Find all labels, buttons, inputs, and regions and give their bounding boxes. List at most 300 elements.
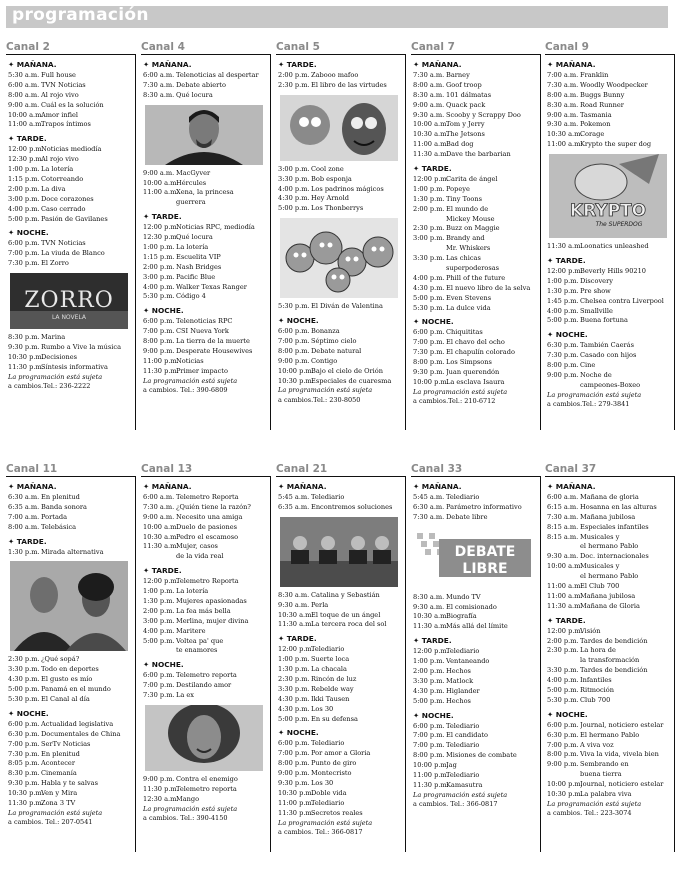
- program-time: 10:30 p.m.: [8, 789, 44, 798]
- schedule-note: La programación está sujeta: [278, 386, 373, 395]
- program-row: [413, 503, 537, 513]
- program-title: Goof troop: [446, 80, 482, 89]
- program-row: [8, 333, 132, 343]
- program-title: La lotería: [176, 587, 209, 596]
- program-title: Telemetro reporta: [176, 784, 237, 793]
- program-time: 10:30 p.m.: [278, 788, 314, 797]
- program-title: Bad dog: [446, 140, 474, 149]
- program-row: [8, 195, 132, 205]
- program-time: 11:00 a.m.: [547, 140, 583, 149]
- program-title: Portada: [41, 512, 68, 521]
- program-row: [8, 695, 132, 705]
- program-title: Debate libre: [446, 512, 488, 521]
- program-title: La viuda de Blanco: [41, 249, 105, 258]
- program-row: [413, 304, 537, 314]
- program-title: el hermano Pablo: [580, 542, 639, 551]
- program-title: Club 700: [580, 695, 611, 704]
- program-title: Qué locura: [176, 233, 213, 242]
- program-title: Contigo: [311, 356, 338, 365]
- program-row: [547, 316, 671, 326]
- program-title: Doc. internacionales: [580, 552, 649, 561]
- program-time: 10:30 a.m.: [413, 130, 449, 139]
- channel-schedule: [141, 54, 271, 430]
- program-title: Los Simpsons: [446, 358, 492, 367]
- program-title: Walker Texas Ranger: [176, 282, 247, 291]
- program-title: Pedro el escamoso: [176, 532, 239, 541]
- program-time: 6:30 a.m.: [413, 502, 445, 511]
- program-title: Telemetro Reporta: [176, 577, 239, 586]
- schedule-note: La programación está sujeta: [413, 387, 508, 396]
- cartoon-character: [363, 237, 393, 267]
- program-row: [547, 111, 671, 121]
- program-title: Xena, la princesa: [176, 188, 234, 197]
- program-row: [547, 741, 671, 751]
- program-row: [413, 81, 537, 91]
- program-time: 6:30 p.m.: [547, 341, 579, 350]
- program-title: Buzz on Maggie: [446, 224, 500, 233]
- program-time: 6:00 p.m.: [413, 721, 445, 730]
- program-row: [413, 215, 537, 225]
- program-title: Cuál es la solución: [41, 100, 104, 109]
- program-time: 7:30 p.m.: [8, 749, 40, 758]
- program-time: [413, 244, 446, 254]
- program-title: Brandy and: [446, 234, 485, 243]
- program-title: Ventaneando: [446, 657, 490, 666]
- program-time: 8:30 p.m.: [8, 333, 40, 342]
- program-row: [143, 785, 267, 795]
- program-row: [413, 368, 537, 378]
- program-time: 12:00 p.m.: [278, 645, 314, 654]
- program-title: Rincón de luz: [311, 675, 357, 684]
- program-row: [143, 263, 267, 273]
- program-title: Quack pack: [446, 100, 486, 109]
- program-title: Visión: [580, 626, 601, 635]
- program-title: El Canal al día: [41, 695, 90, 704]
- channel-column: [141, 462, 271, 852]
- channel-schedule: [411, 476, 541, 852]
- program-row: [413, 751, 537, 761]
- schedule-note: La programación está sujeta: [547, 799, 642, 808]
- section-heading: ✦ MAÑANA.: [143, 482, 192, 491]
- program-row: [143, 552, 267, 562]
- program-row: [547, 361, 671, 371]
- program-title: Hosanna en las alturas: [580, 502, 657, 511]
- program-row: [143, 542, 267, 552]
- program-photo: [280, 95, 398, 161]
- section-heading: ✦ NOCHE.: [143, 660, 184, 670]
- program-title: La fea más bella: [176, 606, 231, 615]
- program-title: El libro de las virtudes: [311, 80, 387, 89]
- program-row: [8, 513, 132, 523]
- program-title: Tom y Jerry: [446, 120, 485, 129]
- program-row: [278, 493, 402, 503]
- program-time: 10:30 p.m.: [8, 352, 44, 361]
- channel-column: [6, 462, 136, 852]
- program-title: de la vida real: [176, 552, 224, 561]
- program-title: Buena fortuna: [580, 316, 628, 325]
- section-heading: ✦ TARDE.: [143, 212, 182, 222]
- program-time: 12:00 p.m.: [8, 145, 44, 154]
- channel-column: [141, 40, 271, 430]
- program-time: 6:00 p.m.: [143, 671, 175, 680]
- program-title: Noticias RPC, mediodía: [176, 223, 255, 232]
- program-title: El mundo de: [446, 204, 489, 213]
- program-title: Biografía: [446, 612, 477, 621]
- program-row: [413, 677, 537, 687]
- program-row: [413, 224, 537, 234]
- program-title: Buggs Bunny: [580, 90, 625, 99]
- program-title: Sembrando en: [580, 760, 629, 769]
- program-title: Parámetro informativo: [446, 502, 522, 511]
- program-title: Beverly Hills 90210: [580, 267, 646, 276]
- program-row: [8, 720, 132, 730]
- program-time: 11:30 a.m.: [143, 542, 179, 551]
- program-row: [413, 264, 537, 274]
- program-row: [143, 233, 267, 243]
- program-time: 11:30 p.m.: [143, 784, 179, 793]
- program-title: Pre show: [580, 286, 611, 295]
- program-row: [547, 533, 671, 543]
- program-row: [413, 657, 537, 667]
- program-time: 12:30 p.m.: [8, 155, 44, 164]
- program-row: [8, 145, 132, 155]
- program-row: [413, 71, 537, 81]
- program-row: [8, 101, 132, 111]
- program-title: Montecristo: [311, 769, 352, 778]
- program-time: 5:00 p.m.: [278, 714, 310, 723]
- program-row: [8, 548, 132, 558]
- program-title: Loonatics unleashed: [580, 242, 649, 251]
- program-row: [547, 71, 671, 81]
- channel-phone: a cambios. Tel.: 366-0817: [278, 828, 363, 837]
- program-row: [8, 165, 132, 175]
- program-time: 7:30 a.m.: [143, 502, 175, 511]
- program-title: Voltea pa' que: [176, 636, 224, 645]
- program-row: [278, 620, 402, 630]
- program-title: Al rojo vivo: [41, 90, 79, 99]
- program-title: Contra el enemigo: [176, 775, 238, 784]
- program-row: [413, 111, 537, 121]
- program-row: [547, 130, 671, 140]
- program-row: [8, 353, 132, 363]
- program-row: [8, 120, 132, 130]
- program-title: Mickey Mouse: [446, 214, 495, 223]
- program-row: [278, 185, 402, 195]
- program-title: MacGyver: [176, 168, 211, 177]
- program-time: 3:30 p.m.: [413, 676, 445, 685]
- program-title: Musicales y: [580, 532, 620, 541]
- program-time: 11:30 a.m.: [413, 622, 449, 631]
- program-title: Telemetro reporta: [176, 671, 237, 680]
- program-row: [413, 150, 537, 160]
- program-time: 4:30 p.m.: [8, 675, 40, 684]
- program-title: La lotería: [41, 165, 74, 174]
- program-title: A viva voz: [580, 740, 614, 749]
- program-time: 6:15 a.m.: [547, 502, 579, 511]
- program-row: [8, 523, 132, 533]
- program-time: 11:00 a.m.: [143, 188, 179, 197]
- program-row: [547, 721, 671, 731]
- section-heading: ✦ NOCHE.: [413, 710, 454, 720]
- program-row: [413, 185, 537, 195]
- program-row: [8, 493, 132, 503]
- program-row: [547, 101, 671, 111]
- section-heading: ✦ NOCHE.: [8, 708, 49, 718]
- program-row: [413, 234, 537, 244]
- program-row: [547, 790, 671, 800]
- program-time: 1:45 p.m.: [547, 296, 579, 305]
- section-heading: ✦ NOCHE.: [8, 228, 49, 238]
- channel-schedule: [276, 476, 406, 852]
- program-row: [278, 503, 402, 513]
- program-time: 7:00 a.m.: [547, 71, 579, 79]
- program-row: [413, 175, 537, 185]
- program-time: 6:00 a.m.: [547, 493, 579, 501]
- program-title: Pokemon: [580, 120, 611, 129]
- program-time: 4:00 p.m.: [413, 273, 445, 282]
- program-row: [143, 71, 267, 81]
- program-time: 1:30 p.m.: [143, 597, 175, 606]
- program-time: 4:00 p.m.: [547, 676, 579, 685]
- program-row: [547, 627, 671, 637]
- program-title: Corage: [580, 130, 605, 139]
- program-row: [143, 91, 267, 101]
- program-time: 9:30 a.m.: [413, 110, 445, 119]
- page-header: [6, 6, 668, 28]
- program-row: [413, 593, 537, 603]
- program-time: 7:30 a.m.: [547, 80, 579, 89]
- program-title: Higlander: [446, 686, 480, 695]
- channel-name: Canal 4: [141, 41, 185, 53]
- program-time: 9:30 a.m.: [547, 552, 579, 561]
- program-row: [278, 357, 402, 367]
- program-title: Mañana jubilosa: [580, 512, 636, 521]
- program-row: [547, 523, 671, 533]
- program-row: [547, 780, 671, 790]
- program-row: [547, 307, 671, 317]
- program-time: 12:00 p.m.: [143, 223, 179, 232]
- zorro-subtitle: LA NOVELA: [51, 314, 87, 322]
- program-row: [547, 341, 671, 351]
- program-time: 9:00 p.m.: [143, 347, 175, 356]
- program-row: [413, 348, 537, 358]
- program-title: El gusto es mío: [41, 675, 93, 684]
- program-time: 8:30 p.m.: [8, 769, 40, 778]
- program-row: [8, 779, 132, 789]
- program-time: 10:30 a.m.: [278, 610, 314, 619]
- program-title: Rebelde way: [311, 684, 354, 693]
- program-title: Más allá del límite: [446, 622, 508, 631]
- program-row: [278, 81, 402, 91]
- program-row: [143, 503, 267, 513]
- program-time: 6:00 a.m.: [8, 80, 40, 89]
- program-title: Mr. Whiskers: [446, 244, 491, 253]
- channel-column: [276, 462, 406, 852]
- program-time: 3:30 p.m.: [278, 684, 310, 693]
- program-time: 2:30 p.m.: [278, 675, 310, 684]
- program-row: [8, 205, 132, 215]
- program-title: Casado con hijos: [580, 351, 637, 360]
- program-row: [143, 179, 267, 189]
- program-time: 3:00 p.m.: [8, 194, 40, 203]
- program-title: Documentales de China: [41, 729, 121, 738]
- program-time: 11:30 a.m.: [278, 620, 314, 629]
- schedule-note: La programación está sujeta: [547, 390, 642, 399]
- program-title: Bob esponja: [311, 174, 352, 183]
- program-title: Phill of the future: [446, 273, 506, 282]
- program-row: [278, 175, 402, 185]
- program-title: Debate abierto: [176, 80, 226, 89]
- channel-name: Canal 5: [276, 41, 320, 53]
- program-row: [8, 799, 132, 809]
- program-row: [413, 284, 537, 294]
- program-title: Jag: [446, 761, 457, 770]
- program-time: [143, 646, 176, 656]
- program-title: Chiquititas: [446, 328, 483, 337]
- program-title: Even Stevens: [446, 293, 492, 302]
- program-time: 10:00 p.m.: [278, 366, 314, 375]
- program-title: Krypto the super dog: [580, 140, 652, 149]
- channel-name: Canal 21: [276, 463, 328, 475]
- program-title: Al rojo vivo: [41, 155, 79, 164]
- program-time: [547, 542, 580, 552]
- program-time: 5:00 p.m.: [413, 293, 445, 302]
- program-title: Amor infiel: [41, 110, 78, 119]
- program-row: [278, 769, 402, 779]
- channel-column: [545, 40, 675, 430]
- program-row: [413, 731, 537, 741]
- program-time: 12:00 p.m.: [413, 647, 449, 656]
- section-heading: ✦ NOCHE.: [143, 306, 184, 316]
- program-title: Kamasutra: [446, 780, 483, 789]
- section-heading: ✦ TARDE.: [547, 615, 586, 625]
- program-row: [143, 597, 267, 607]
- program-title: Destilando amor: [176, 681, 232, 690]
- program-title: Telemetro Reporta: [176, 493, 239, 501]
- program-time: 10:00 a.m.: [143, 178, 179, 187]
- program-title: En su defensa: [311, 714, 358, 723]
- program-time: 12:30 p.m.: [143, 233, 179, 242]
- program-row: [8, 81, 132, 91]
- program-time: 7:00 p.m.: [547, 740, 579, 749]
- program-time: 8:30 a.m.: [413, 592, 445, 601]
- channel-phone: a cambios. Tel.: 390-4150: [143, 814, 228, 823]
- program-time: 1:00 p.m.: [413, 184, 445, 193]
- program-time: 11:30 a.m.: [413, 150, 449, 159]
- program-title: Séptimo cielo: [311, 337, 357, 346]
- cartoon-character: [326, 268, 350, 292]
- program-row: [143, 637, 267, 647]
- program-time: 7:30 a.m.: [413, 512, 445, 521]
- program-row: [547, 267, 671, 277]
- program-time: 1:30 p.m.: [8, 547, 40, 556]
- program-time: 8:00 p.m.: [547, 750, 579, 759]
- program-time: 7:00 p.m.: [413, 338, 445, 347]
- program-row: [8, 740, 132, 750]
- program-time: 11:30 a.m.: [547, 242, 583, 251]
- program-row: [8, 259, 132, 269]
- program-row: [278, 71, 402, 81]
- program-row: [547, 503, 671, 513]
- program-time: 11:00 p.m.: [413, 771, 449, 780]
- program-time: 1:00 p.m.: [547, 276, 579, 285]
- program-time: 9:30 a.m.: [278, 600, 310, 609]
- program-row: [547, 287, 671, 297]
- program-row: [278, 655, 402, 665]
- program-title: Doble vida: [311, 788, 347, 797]
- program-time: 9:30 p.m.: [278, 779, 310, 788]
- channel-name: Canal 13: [141, 463, 193, 475]
- channel-name: Canal 9: [545, 41, 589, 53]
- channel-column: [545, 462, 675, 852]
- program-row: [278, 715, 402, 725]
- program-time: 7:30 p.m.: [547, 351, 579, 360]
- channel-phone: a cambios.Tel.: 230-8050: [278, 395, 361, 404]
- program-row: [278, 809, 402, 819]
- program-row: [547, 552, 671, 562]
- program-time: 1:00 p.m.: [413, 657, 445, 666]
- program-time: 8:00 a.m.: [413, 80, 445, 89]
- channel-column: [411, 462, 541, 852]
- program-time: 7:00 p.m.: [8, 249, 40, 258]
- program-title: El toque de un ángel: [311, 610, 381, 619]
- program-title: Infantiles: [580, 676, 612, 685]
- schedule-note: La programación está sujeta: [278, 818, 373, 827]
- program-row: [413, 328, 537, 338]
- zorro-logo-text: ZORRO: [24, 288, 114, 314]
- program-time: 4:30 p.m.: [278, 694, 310, 703]
- program-time: 9:30 p.m.: [8, 779, 40, 788]
- program-title: Necesito una amiga: [176, 512, 243, 521]
- program-time: 2:00 p.m.: [278, 71, 310, 79]
- program-title: Telebásica: [41, 522, 77, 531]
- program-time: 6:00 p.m.: [547, 720, 579, 729]
- program-time: 7:30 a.m.: [547, 512, 579, 521]
- program-row: [8, 363, 132, 373]
- program-title: Telediario: [446, 493, 480, 501]
- program-title: Actualidad legislativa: [41, 719, 114, 728]
- section-heading: ✦ TARDE.: [8, 536, 47, 546]
- krypto-logo-text: KRYPTO: [569, 201, 647, 222]
- program-row: [8, 655, 132, 665]
- program-time: 6:00 p.m.: [8, 719, 40, 728]
- program-row: [143, 253, 267, 263]
- krypto-subtitle: The SUPERDOG: [595, 221, 643, 229]
- program-time: 7:00 p.m.: [8, 739, 40, 748]
- channel-schedule: [545, 54, 675, 430]
- program-time: 8:00 a.m.: [8, 522, 40, 531]
- program-row: [547, 493, 671, 503]
- program-time: 5:45 a.m.: [413, 493, 445, 501]
- program-row: [547, 371, 671, 381]
- program-row: [413, 244, 537, 254]
- program-row: [547, 513, 671, 523]
- program-time: 5:00 p.m.: [547, 316, 579, 325]
- program-title: Duelo de pasiones: [176, 522, 237, 531]
- program-row: [143, 671, 267, 681]
- program-title: Acontecer: [41, 759, 75, 768]
- program-row: [278, 302, 402, 312]
- program-row: [547, 351, 671, 361]
- program-title: Telediario: [446, 771, 480, 780]
- program-time: 11:00 a.m.: [547, 591, 583, 600]
- program-title: ¿Qué sopá?: [41, 655, 80, 664]
- program-title: Especiales infantiles: [580, 522, 649, 531]
- program-photo: [549, 154, 667, 238]
- program-row: [413, 130, 537, 140]
- program-row: [413, 294, 537, 304]
- program-title: Telediario: [311, 798, 345, 807]
